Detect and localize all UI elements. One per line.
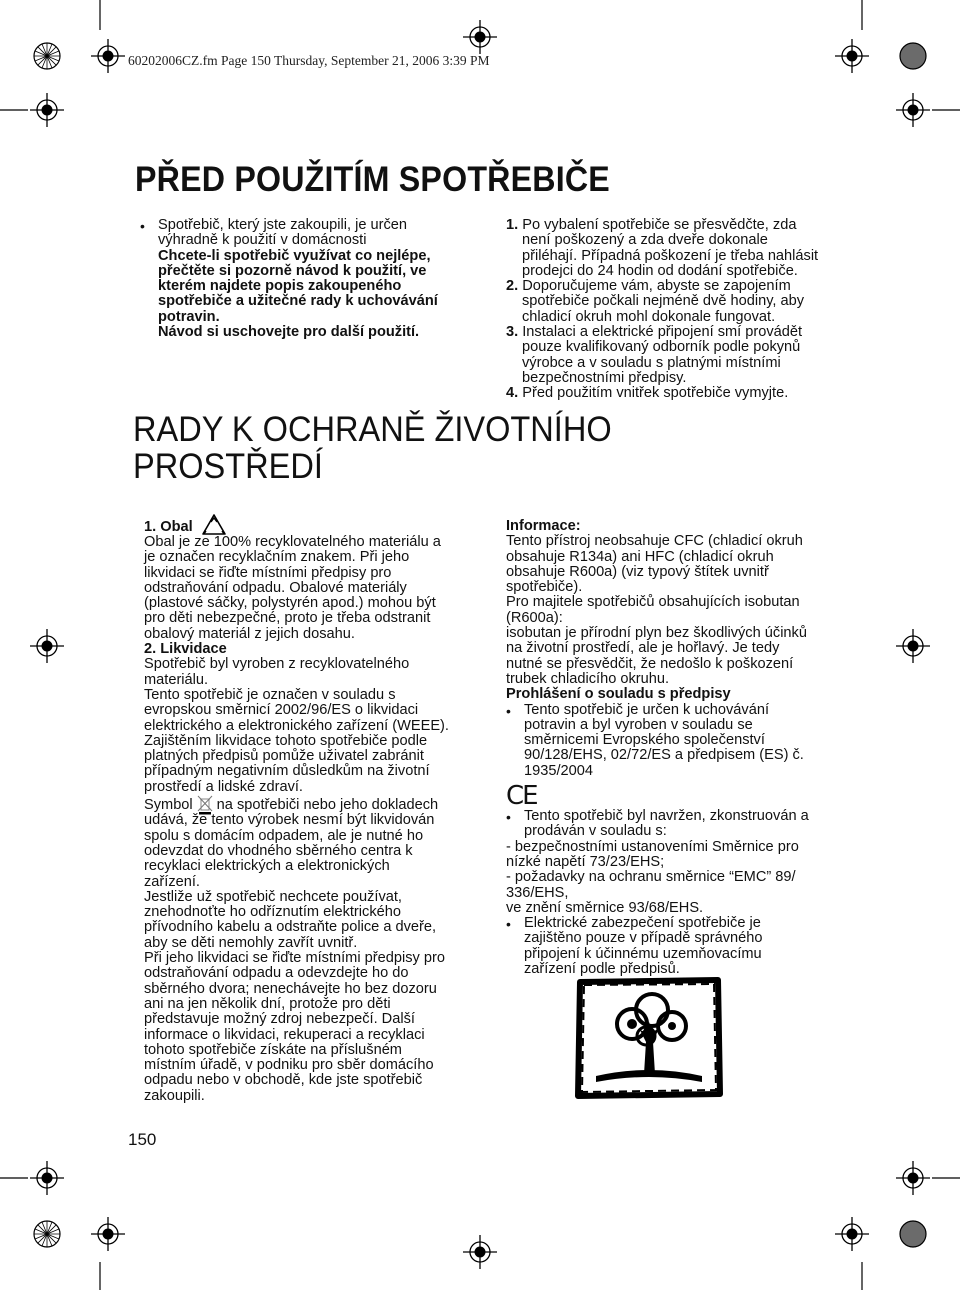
step-text: Po vybalení spotřebiče se přesvědčte, zda: [522, 217, 797, 233]
intro-line: Návod si uschovejte pro další použití.: [158, 324, 420, 341]
disposal-paragraph: [144, 657, 474, 795]
directive-list: [506, 840, 836, 916]
text-line: tohoto spotřebiče získáte na příslušném: [144, 1041, 402, 1058]
symbol-text: na spotřebiči nebo jeho dokladech: [216, 797, 439, 814]
text-line: obalový materiál z jejich dosahu.: [144, 625, 355, 642]
steps-list: [506, 218, 836, 402]
tree-environment-icon: [574, 978, 724, 1098]
step-text: Doporučujeme vám, abyste se zapojením: [522, 278, 791, 295]
text-line: - bezpečnostními ustanoveními Směrnice pro: [506, 838, 799, 855]
text-line: informace o likvidaci, rekuperaci a recyklaci: [144, 1026, 425, 1043]
intro-block: [140, 218, 480, 340]
intro-line: spotřebiče a užitečné rady k uchovávání: [158, 293, 438, 310]
step-text: spotřebiče počkali nejméně dvě hodiny, aby: [522, 293, 805, 310]
step-text: přiléhají. Případná poškození je třeba nahlásit: [522, 247, 819, 264]
info-paragraph: [506, 534, 836, 687]
text-line: Elektrické zabezpečení spotřebiče je: [524, 915, 761, 932]
declaration-heading: Prohlášení o souladu s předpisy: [506, 686, 731, 703]
text-line: zařízení podle předpisů.: [524, 961, 680, 978]
text-line: směrnicemi Evropského společenství: [524, 732, 765, 749]
declaration-bullet-3: [506, 916, 836, 977]
bullet-icon: •: [140, 218, 145, 234]
text-line: připojení k účinnému uzemňovacímu: [524, 945, 762, 962]
text-line: ani na jen několik dní, protože pro děti: [144, 995, 391, 1012]
text-line: 336/EHS,: [506, 884, 569, 901]
info-heading: Informace:: [506, 518, 581, 534]
left-column: [144, 519, 474, 1104]
step-text: bezpečnostními předpisy.: [522, 369, 687, 386]
text-line: zajištěno pouze v případě správného: [524, 930, 763, 947]
step-2: [506, 279, 836, 325]
packaging-heading: [144, 519, 474, 535]
intro-line: Chcete-li spotřebič využívat co nejlépe,: [158, 247, 431, 264]
text-line: likvidaci se řiďte místními předpisy pro: [144, 564, 392, 581]
section-title-line: PROSTŘEDÍ: [133, 447, 323, 486]
text-line: zakoupili.: [144, 1087, 205, 1104]
text-line: udává, že tento výrobek nesmí být likvidován: [144, 812, 435, 829]
step-number: 1.: [506, 217, 519, 233]
text-line: potravin a byl vyroben v souladu se: [524, 716, 753, 733]
declaration-bullet-1: [506, 703, 836, 779]
intro-line: kterém najdete popis zakoupeného: [158, 278, 402, 295]
file-slug: 60202006CZ.fm Page 150 Thursday, September 21, 2006 3:39 PM: [128, 53, 490, 68]
text-line: Zajištěním likvidace tohoto spotřebiče podle: [144, 732, 428, 749]
text-line: aby se děti nemohly zavřít uvnitř.: [144, 934, 358, 951]
step-3: [506, 325, 836, 386]
text-line: Spotřebič byl vyroben z recyklovatelného: [144, 656, 410, 673]
step-text: výrobce a v souladu s platnými místními: [522, 354, 781, 371]
intro-line: Spotřebič, který jste zakoupili, je určen: [158, 217, 408, 233]
text-line: 1935/2004: [524, 762, 593, 779]
intro-line: výhradně k použití v domácnosti: [158, 232, 367, 249]
text-line: prostředí a lidské zdraví.: [144, 778, 303, 795]
text-line: místním úřadě, v podniku pro sběr domácího: [144, 1057, 434, 1074]
bullet-icon: •: [506, 916, 511, 933]
text-line: odstraňování odpadu. Obalové materiály: [144, 579, 407, 596]
symbol-line: [144, 798, 474, 813]
recycle-icon: [201, 514, 227, 536]
text-line: materiálu.: [144, 671, 209, 688]
step-text: prodejci do 24 hodin od dodání spotřebiče.: [522, 262, 798, 279]
text-line: nízké napětí 73/23/EHS;: [506, 853, 665, 870]
text-line: Při jeho likvidaci se řiďte místními předpisy pro: [144, 950, 445, 967]
section-title-line: RADY K OCHRANĚ ŽIVOTNÍHO: [133, 410, 612, 449]
text-line: platných předpisů pomůže uživatel zabránit: [144, 748, 424, 765]
bullet-icon: •: [506, 702, 511, 719]
text-line: (plastové sáčky, polystyrén apod.) mohou být: [144, 595, 436, 612]
step-text: pouze kvalifikovaný odborník podle pokynů: [522, 339, 801, 356]
text-line: prodáván v souladu s:: [524, 823, 667, 840]
step-text: chladicí okruh mohl dokonale fungovat.: [522, 308, 776, 325]
text-line: spolu s domácím odpadem, ale je nutné ho: [144, 827, 424, 844]
step-4: [506, 386, 836, 401]
text-line: isobutan je přírodní plyn bez škodlivých účinků: [506, 625, 807, 642]
text-line: trubek chladicího okruhu.: [506, 670, 670, 687]
text-line: sběrného dvora; nenechávejte ho bez dozoru: [144, 980, 437, 997]
step-1: [506, 218, 836, 279]
packaging-paragraph: [144, 535, 474, 642]
page-number: 150: [128, 1130, 157, 1149]
intro-line: potravin.: [158, 308, 220, 325]
declaration-bullet-2: [506, 809, 836, 840]
text-line: - požadavky na ochranu směrnice “EMC” 89/: [506, 869, 796, 886]
text-line: obsahuje R600a) (viz typový štítek uvnitř: [506, 563, 769, 580]
text-line: Jestliže už spotřebič nechcete používat,: [144, 888, 402, 905]
step-number: 4.: [506, 385, 519, 402]
step-text: Před použitím vnitřek spotřebiče vymyjte.: [522, 385, 789, 402]
text-line: představuje možný zdroj nebezpečí. Další: [144, 1011, 415, 1028]
bullet-icon: •: [506, 809, 511, 826]
symbol-text: Symbol: [144, 797, 193, 814]
text-line: Tento přístroj neobsahuje CFC (chladicí okruh: [506, 533, 803, 550]
ce-mark-row: [506, 779, 836, 809]
heading-text: 1. Obal: [144, 518, 193, 535]
text-line: spotřebiče).: [506, 579, 583, 596]
text-line: elektrického a elektronického zařízení (WEEE).: [144, 717, 449, 734]
text-line: je označen recyklačním znakem. Při jeho: [144, 549, 410, 566]
text-line: znehodnoťte ho odříznutím elektrického: [144, 904, 401, 921]
step-text: Instalaci a elektrické připojení smí provádět: [522, 324, 803, 341]
text-line: přívodního kabelu a odstraňte police a dveře,: [144, 919, 437, 936]
disposal-paragraph-2: [144, 813, 474, 1104]
ce-mark: CE: [506, 780, 537, 811]
section-title-environment: [133, 411, 612, 485]
text-line: odstraňování odpadu a odevzdejte ho do: [144, 965, 409, 982]
text-line: Tento spotřebič byl navržen, zkonstruován a: [524, 808, 809, 825]
text-line: odpadu nebo v obchodě, kde jste spotřebič: [144, 1072, 423, 1089]
step-text: není poškozený a zda dveře dokonale: [522, 232, 768, 249]
text-line: nutné se přesvědčit, že nedošlo k poškození: [506, 655, 794, 672]
text-line: evropskou směrnicí 2002/96/ES o likvidaci: [144, 702, 419, 719]
text-line: recyklaci elektrických a elektronických: [144, 858, 390, 875]
text-line: případným negativním důsledkům na životní: [144, 763, 430, 780]
text-line: Obal je ze 100% recyklovatelného materiálu a: [144, 534, 441, 550]
text-line: 90/128/EHS, 02/72/ES a předpisem (ES) č.: [524, 747, 804, 764]
text-line: odevzdat do vhodného sběrného centra k: [144, 842, 413, 859]
disposal-heading: 2. Likvidace: [144, 641, 227, 658]
step-number: 3.: [506, 324, 519, 341]
text-line: Tento spotřebič je určen k uchovávání: [524, 701, 769, 718]
text-line: Tento spotřebič je označen v souladu s: [144, 686, 396, 703]
text-line: (R600a):: [506, 609, 563, 626]
page-title: PŘED POUŽITÍM SPOTŘEBIČE: [135, 160, 610, 199]
text-line: ve znění směrnice 93/68/EHS.: [506, 899, 704, 916]
text-line: Pro majitele spotřebičů obsahujících isobutan: [506, 594, 800, 611]
intro-line: přečtěte si pozorně návod k použití, ve: [158, 262, 427, 279]
text-line: zařízení.: [144, 873, 200, 890]
text-line: obsahuje R134a) ani HFC (chladicí okruh: [506, 548, 774, 565]
intro-bullet: [140, 218, 480, 340]
right-column: [506, 519, 836, 977]
step-number: 2.: [506, 278, 519, 295]
text-line: na životní prostředí, ale je hořlavý. Je tedy: [506, 640, 780, 657]
text-line: pro děti nebezpečné, proto je třeba odstranit: [144, 610, 431, 627]
